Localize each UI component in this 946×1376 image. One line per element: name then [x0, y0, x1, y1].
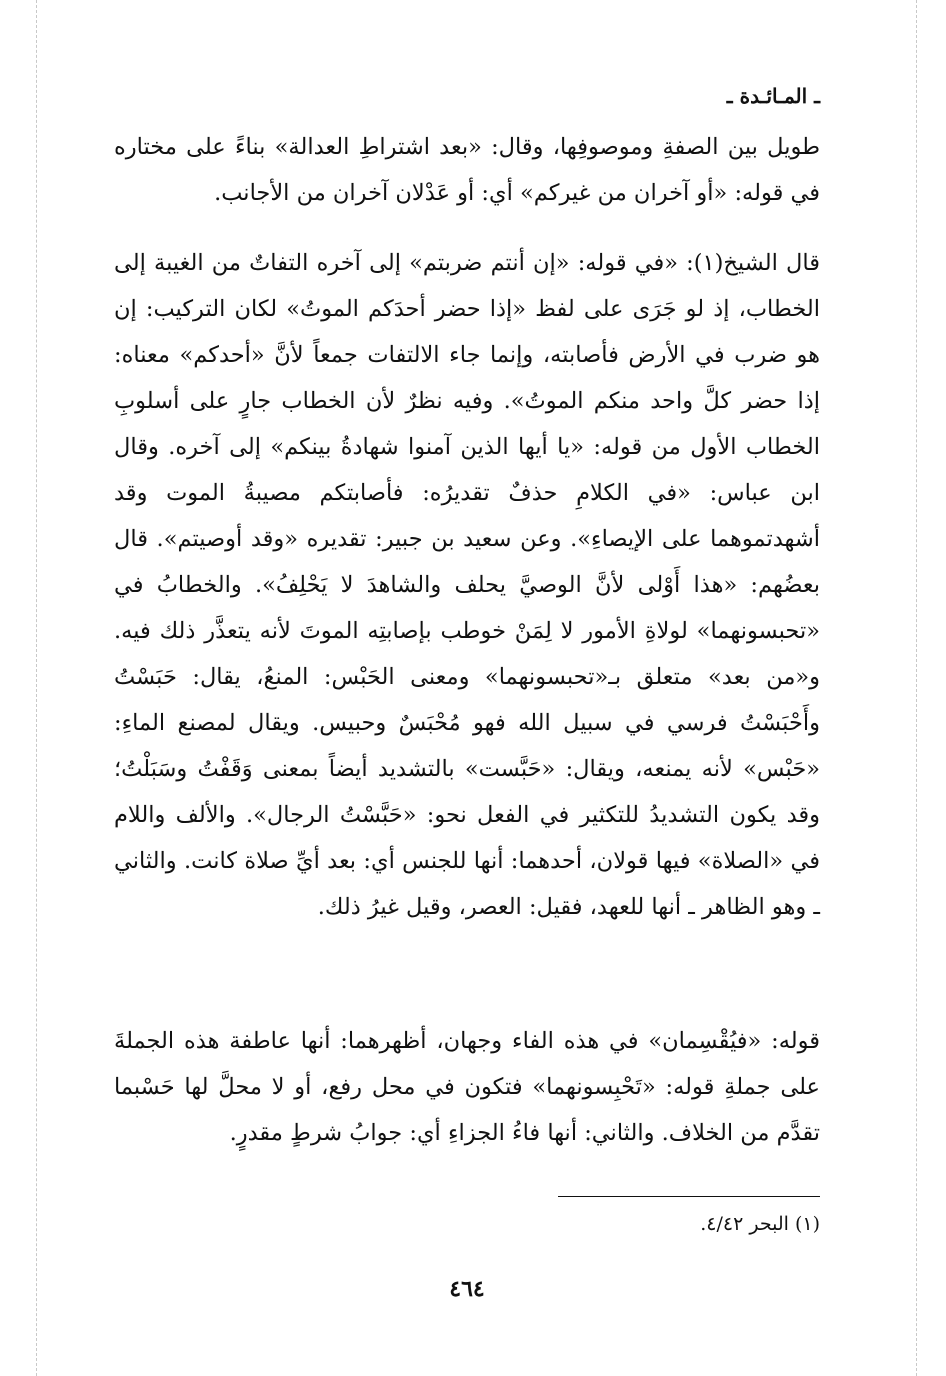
paragraph-text: طويل بين الصفةِ وموصوفِها، وقال: «بعد اشتراطِ العدالة» بناءً على مختاره في قوله: «أو آخران من غيركم» أي: أو عَدْلان آخران من الأجانب.: [114, 134, 820, 206]
page-number: ٤٦٤: [449, 1276, 485, 1302]
paragraph-2: [114, 240, 820, 930]
running-header: ـ المـائـدة ـ: [726, 84, 820, 108]
book-page: [114, 0, 820, 1376]
footnote-divider: [558, 1196, 820, 1197]
paragraph-1: [114, 124, 820, 216]
scan-edge-right: [916, 0, 917, 1376]
scan-edge-left: [36, 0, 37, 1376]
paragraph-text: قوله: «فيُقْسِمان» في هذه الفاء وجهان، أظهرهما: أنها عاطفة هذه الجملةَ على جملةِ قوله: «تَحْبِسونهما» فتكون في محل رفع، أو لا محلَّ لها حَسْبما تقدَّم من الخلاف. والثاني: أنها فاءُ الجزاءِ أي: جوابُ شرطٍ مقدرٍ.: [114, 1028, 820, 1146]
footnote-1: (١) البحر ٤/٤٢.: [700, 1213, 820, 1235]
paragraph-3: [114, 1018, 820, 1156]
paragraph-text: قال الشيخ(١): «في قوله: «إن أنتم ضربتم» إلى آخره التفاتٌ من الغيبة إلى الخطاب، إذ لو جَرَى على لفظ «إذا حضر أحدَكم الموتُ» لكان التركيب: إن هو ضرب في الأرض فأصابته، وإنما جاء الالتفات جمعاً لأنَّ «أحدكم» معناه: إذا حضر كلَّ واحد منكم الموتُ». وفيه نظرٌ لأن الخطاب جارٍ على أسلوبِ الخطاب الأول من قوله: «يا أيها الذين آمنوا شهادةُ بينكم» إلى آخره. وقال ابن عباس: «في الكلامِ حذفٌ تقديرُه: فأصابتكم مصيبةُ الموت وقد أشهدتموهما على الإيصاءِ». وعن سعيد بن جبير: تقديره «وقد أوصيتم». قال بعضُهم: «هذا أَوْلى لأنَّ الوصيَّ يحلف والشاهدَ لا يَحْلِفُ». والخطابُ في «تحبسونهما» لولاةِ الأمور لا لِمَنْ خوطب بإصابتِه الموتَ لأنه يتعذَّر ذلك فيه. و«من بعد» متعلق بـ«تحبسونهما» ومعنى الحَبْس: المنعُ، يقال: حَبَسْتُ وأَحْبَسْتُ فرسي في سبيل الله فهو مُحْبَسٌ وحبيس. ويقال لمصنع الماءِ: «حَبْس» لأنه يمنعه، ويقال: «حَبَّست» بالتشديد أيضاً بمعنى وَقَفْتُ وسَبَلْتُ؛ وقد يكون التشديدُ للتكثير في الفعل نحو: «حَبَّسْتُ الرجال». والألف واللام في «الصلاة» فيها قولان، أحدهما: أنها للجنس أي: بعد أيِّ صلاة كانت. والثاني ـ وهو الظاهر ـ أنها للعهد، فقيل: العصر، وقيل غيرُ ذلك.: [114, 250, 820, 920]
